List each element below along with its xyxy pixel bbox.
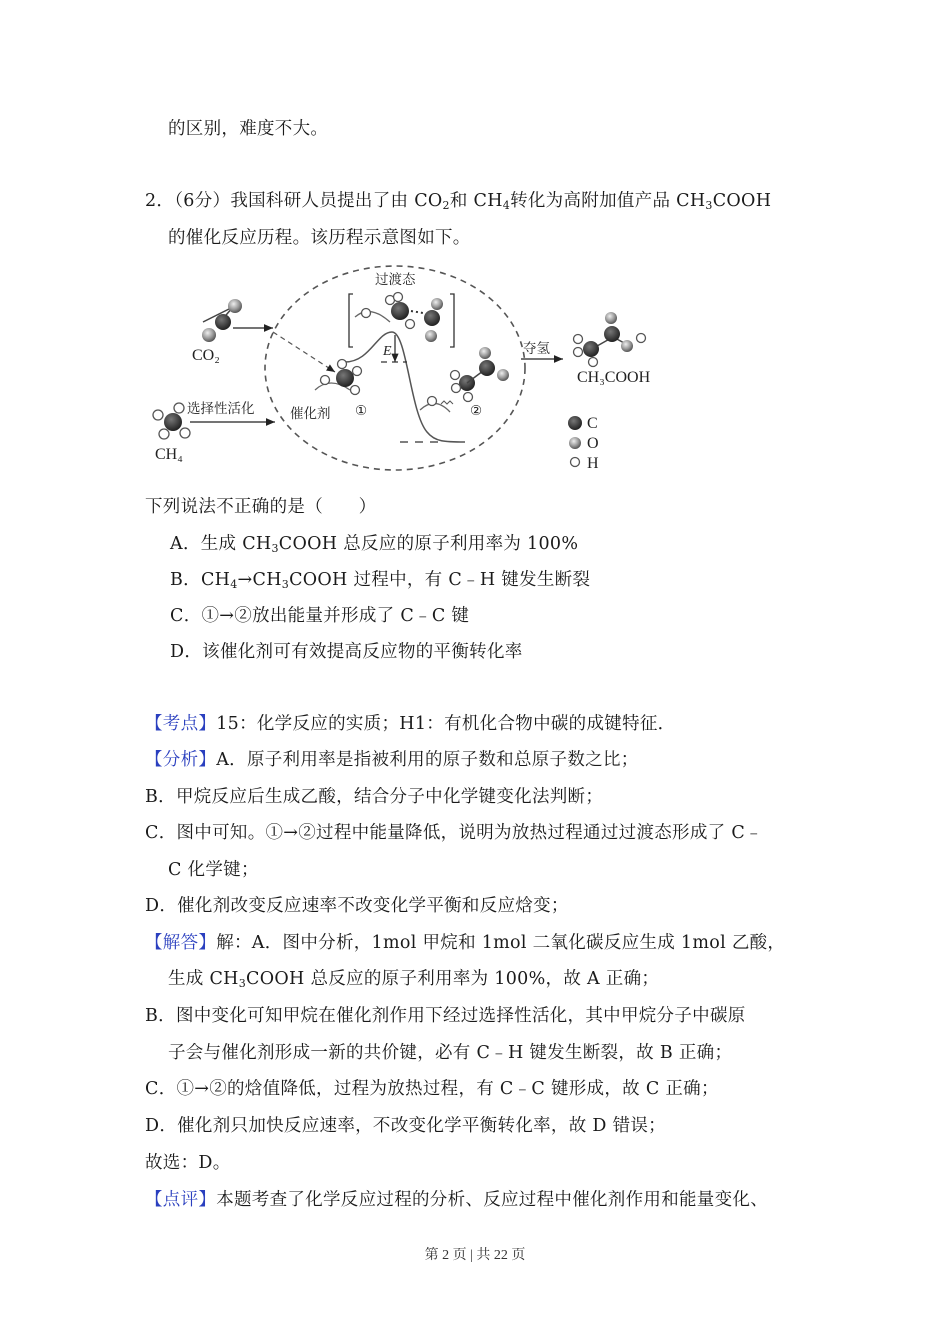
legend-carbon: C [587,415,598,432]
fenxi-d-line: D．催化剂改变反应速率不改变化学平衡和反应焓变； [145,896,569,916]
fenxi-c-line1: C．图中可知。①→②过程中能量降低，说明为放热过程通过过渡态形成了 C﹣ [145,823,763,843]
jieda-text: COOH 总反应的原子利用率为 100%，故 A 正确； [246,969,660,989]
transition-state-label: 过渡态 [375,272,416,288]
option-text: CH [200,570,231,590]
stem-text: 转化为高附加值产品 CH [510,191,706,211]
jieda-d-line: D．催化剂只加快反应速率，不改变化学平衡转化率，故 D 错误； [145,1116,666,1136]
page-footer: 第 2 页 | 共 22 页 [424,1248,526,1263]
jieda-a-text: 解：A．图中分析，1mol 甲烷和 1mol 二氧化碳反应生成 1mol 乙酸， [216,933,786,953]
dianping-tag: 【点评】 [145,1190,217,1210]
question-stem-line1 [145,190,771,212]
catalyst-label: 催化剂 [290,406,331,422]
option-text: 生成 CH [200,534,272,554]
stem-text: COOH [712,191,772,211]
subscript: 3 [238,977,247,990]
kaodian-text: 15：化学反应的实质；H1：有机化合物中碳的成键特征． [216,714,676,734]
selective-activation-label: 选择性活化 [187,401,255,417]
reaction-mechanism-figure [145,262,675,477]
option-a [170,533,578,555]
fenxi-c-line2: C 化学键； [168,860,259,880]
legend-hydrogen: H [587,455,599,472]
option-d [170,641,523,663]
option-label: A． [170,534,201,554]
option-label: B． [170,570,201,590]
option-text: →CH [237,570,282,590]
option-text: COOH 总反应的原子利用率为 100% [278,534,579,554]
jieda-b-line2: 子会与催化剂形成一新的共价键，必有 C﹣H 键发生断裂，故 B 正确； [168,1043,733,1063]
option-text: 该催化剂可有效提高反应物的平衡转化率 [202,642,523,662]
option-label: C． [170,606,202,626]
atom-legend [568,415,599,472]
kaodian-line [145,713,675,735]
dianping-line [145,1189,768,1211]
stem-text: 和 CH [449,191,503,211]
option-b [170,569,590,591]
fenxi-b-line: B．甲烷反应后生成乙酸，结合分子中化学键变化法判断； [145,787,604,807]
ch4-molecule [153,403,190,439]
jieda-line [145,932,785,954]
jieda-text: 生成 CH [168,969,239,989]
co2-molecule [202,299,242,342]
fenxi-a-text: A．原子利用率是指被利用的原子数和总原子数之比； [216,750,639,770]
fenxi-tag: 【分析】 [145,750,217,770]
product-label: CH₃COOH [577,369,651,386]
fenxi-line [145,749,639,771]
energy-profile-curve [345,332,465,442]
option-text: ①→②放出能量并形成了 C﹣C 键 [201,606,470,626]
question-stem-line2: 的催化反应历程。该历程示意图如下。 [168,228,471,248]
option-label: D． [170,642,203,662]
acetic-acid-molecule [574,312,646,367]
dehydrogenation-label: 夺氢 [523,341,550,357]
co2-label: CO₂ [192,347,220,364]
subscript: 3 [271,542,279,555]
ch4-label: CH₄ [155,446,183,463]
continuation-text: 的区别，难度不大。 [168,119,329,139]
stem-text: 我国科研人员提出了由 CO [230,191,443,211]
jieda-a-line2 [168,968,659,990]
question-number: 2． [145,191,175,211]
subscript: 4 [502,199,511,212]
state-2-label: ② [470,403,483,419]
energy-symbol: E [383,344,392,359]
subscript: 3 [705,199,713,212]
dianping-text: 本题考查了化学反应过程的分析、反应过程中催化剂作用和能量变化、 [216,1190,769,1210]
jieda-c-line: C．①→②的焓值降低，过程为放热过程，有 C﹣C 键形成，故 C 正确； [145,1079,719,1099]
answer-line: 故选：D。 [145,1153,231,1173]
subscript: 2 [442,199,450,212]
question-prompt: 下列说法不正确的是（ ） [145,497,377,517]
state-1-label: ① [355,403,368,419]
subscript: 4 [230,578,238,591]
question-score: （6分） [174,191,231,211]
jieda-tag: 【解答】 [145,933,217,953]
kaodian-tag: 【考点】 [145,714,217,734]
jieda-b-line1: B．图中变化可知甲烷在催化剂作用下经过选择性活化，其中甲烷分子中碳原 [145,1006,746,1026]
option-text: COOH 过程中，有 C﹣H 键发生断裂 [289,570,591,590]
option-c [170,605,469,627]
legend-oxygen: O [587,435,599,452]
subscript: 3 [281,578,290,591]
